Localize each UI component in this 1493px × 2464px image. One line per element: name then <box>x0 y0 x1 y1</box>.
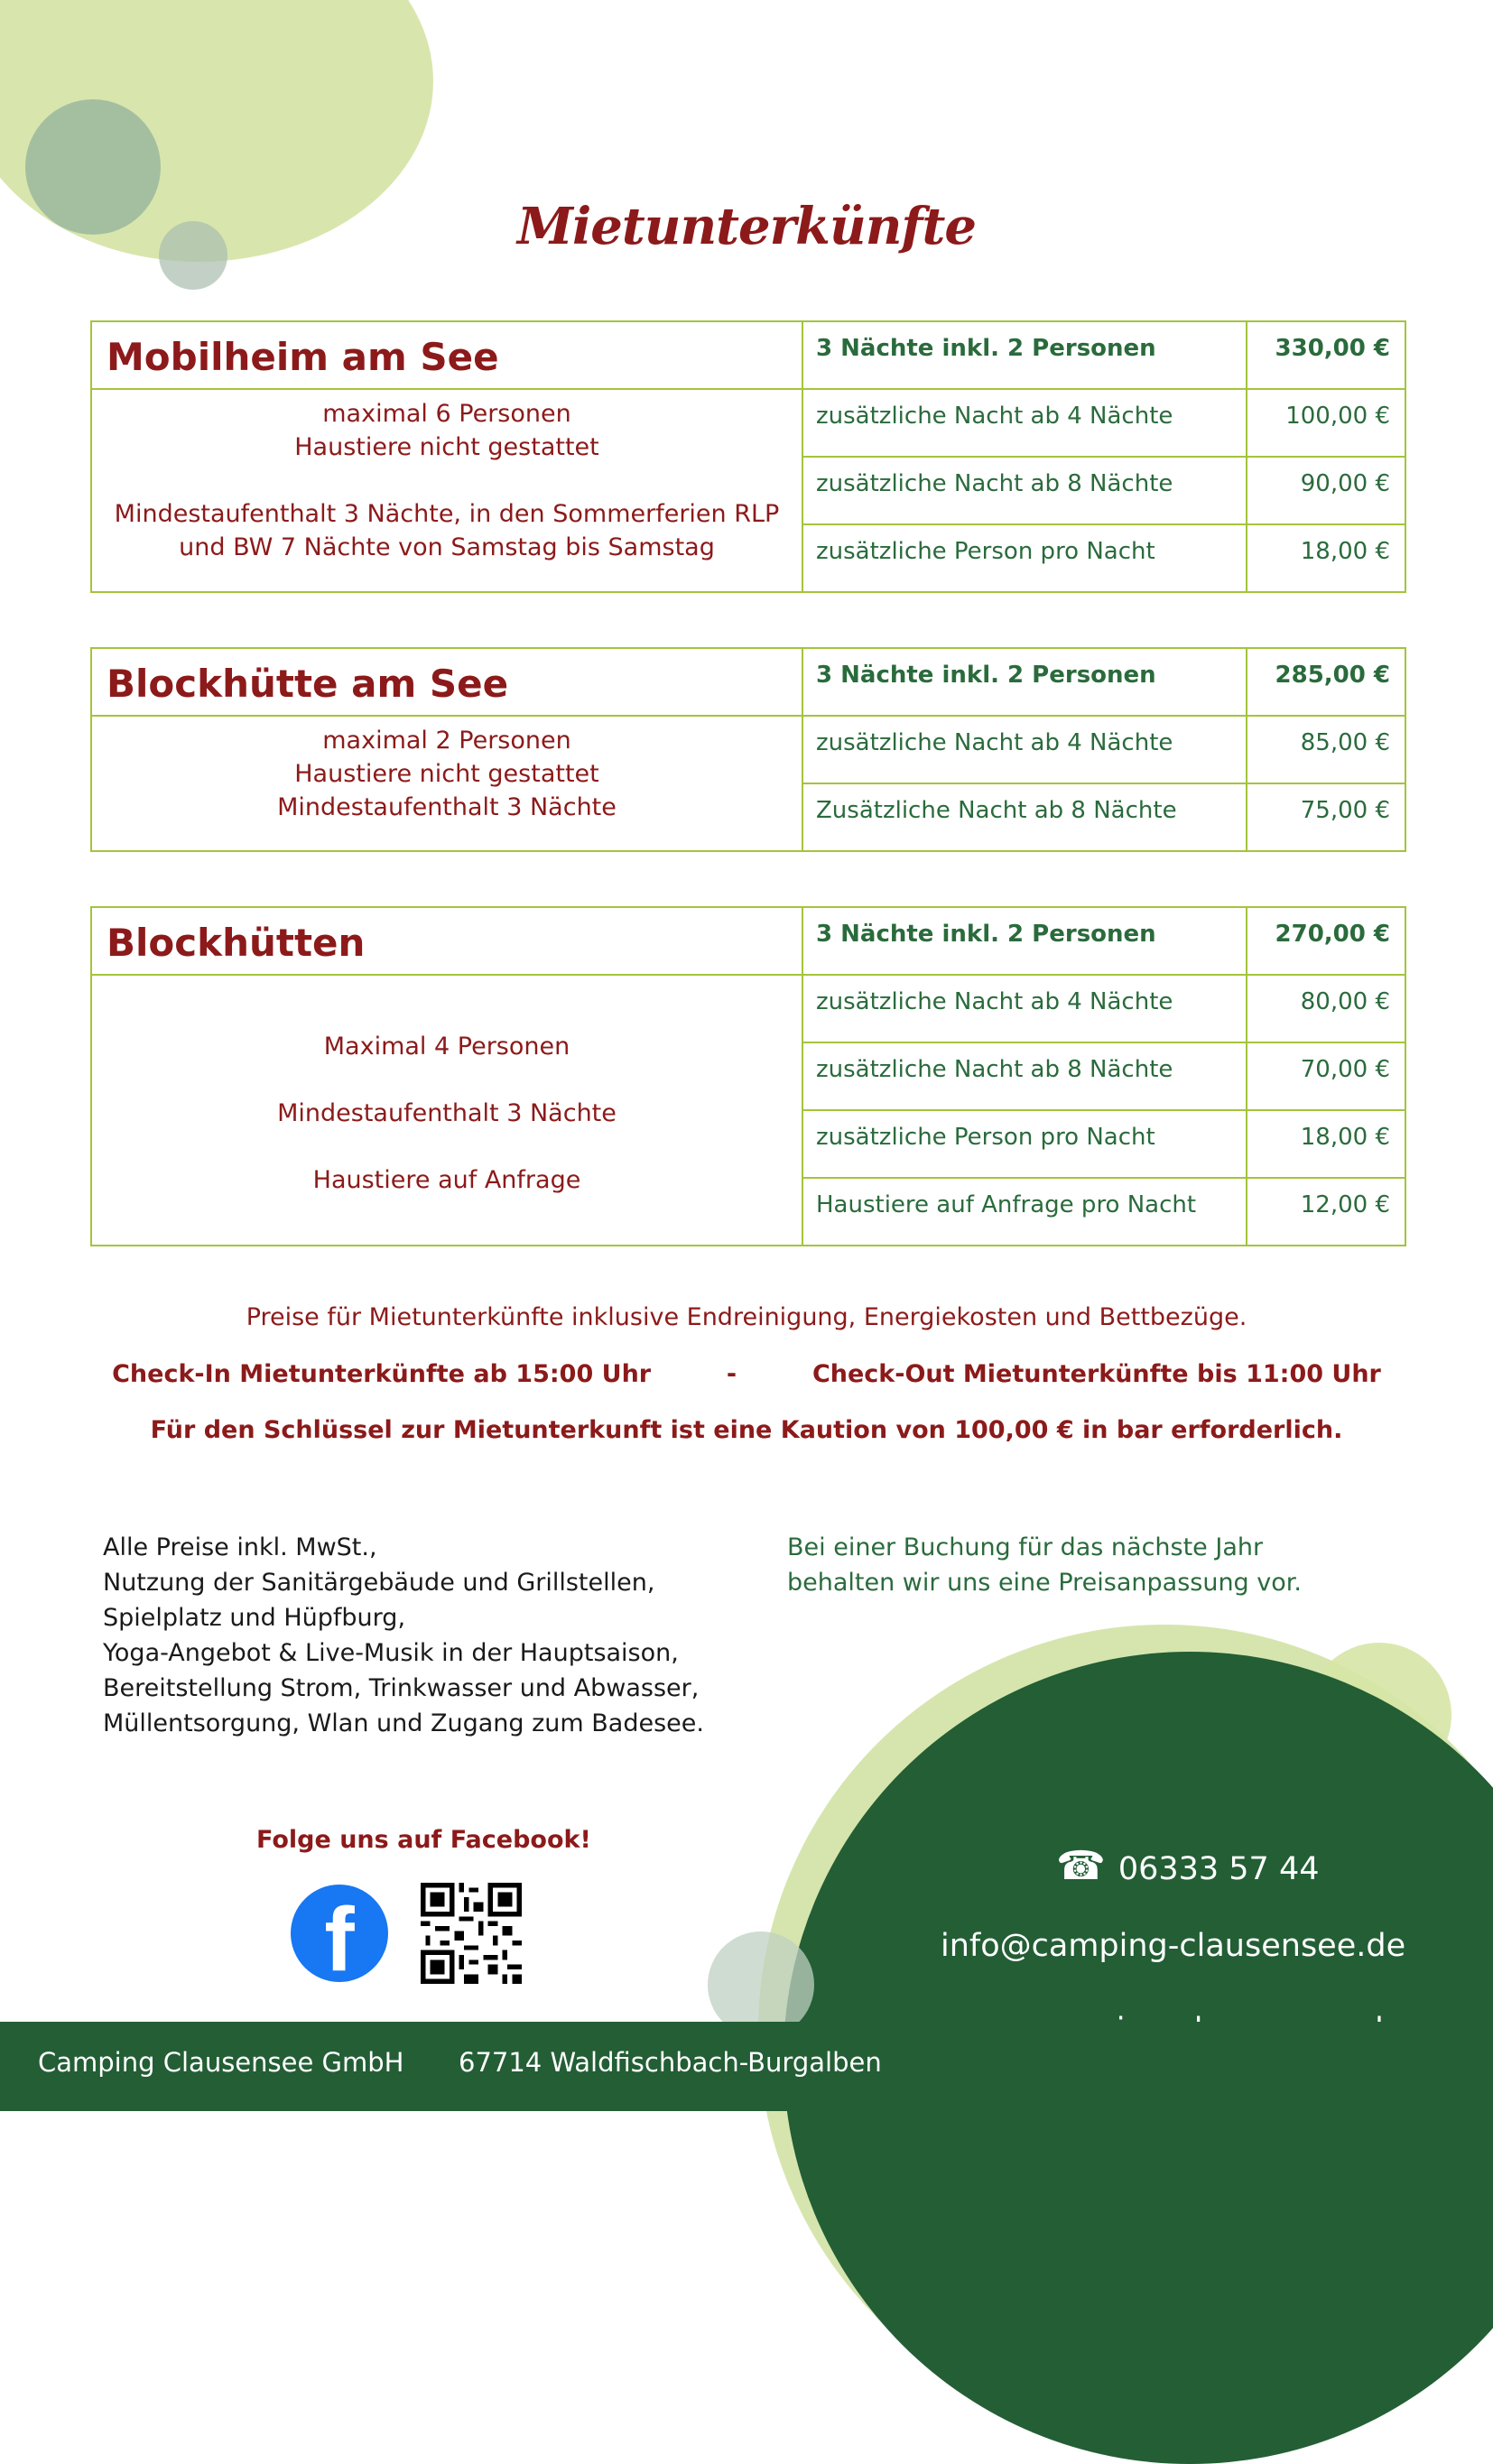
row-price: 12,00 € <box>1247 1178 1405 1246</box>
row-price: 85,00 € <box>1247 716 1405 783</box>
facebook-icon[interactable]: f <box>291 1885 388 1982</box>
row-price: 18,00 € <box>1247 524 1405 592</box>
row-price: 75,00 € <box>1247 783 1405 851</box>
row-label: zusätzliche Person pro Nacht <box>802 524 1247 592</box>
description-line: Haustiere auf Anfrage <box>312 1166 581 1194</box>
facebook-label: Folge uns auf Facebook! <box>256 1826 591 1854</box>
description-line: und BW 7 Nächte von Samstag bis Samstag <box>179 533 715 561</box>
description-line: Mindestaufenthalt 3 Nächte <box>277 793 617 821</box>
row-label: Zusätzliche Nacht ab 8 Nächte <box>802 783 1247 851</box>
row-label: zusätzliche Person pro Nacht <box>802 1110 1247 1178</box>
footer-address: 67714 Waldfischbach-Burgalben <box>459 2047 882 2078</box>
header-price: 330,00 € <box>1247 321 1405 389</box>
telephone-icon: ☎ <box>1056 1843 1106 1889</box>
checkin-separator: - <box>726 1360 737 1388</box>
row-price: 90,00 € <box>1247 457 1405 524</box>
description-line: Maximal 4 Personen <box>323 1033 570 1061</box>
description-line: Haustiere nicht gestattet <box>294 760 599 788</box>
qr-code-icon[interactable] <box>421 1883 522 1984</box>
footer-bar <box>0 2022 1493 2111</box>
price-table-mobilheim <box>90 320 1406 593</box>
description-line: Haustiere nicht gestattet <box>294 433 599 461</box>
row-label: zusätzliche Nacht ab 8 Nächte <box>802 457 1247 524</box>
description-line: Mindestaufenthalt 3 Nächte, in den Sommerferien RLP <box>114 500 780 528</box>
inclusion-line: Nutzung der Sanitärgebäude und Grillstellen, <box>103 1569 655 1597</box>
unit-name: Blockhütten <box>91 907 802 975</box>
unit-name: Blockhütte am See <box>91 648 802 716</box>
page-title: Mietunterkünfte <box>516 197 976 256</box>
row-label: zusätzliche Nacht ab 4 Nächte <box>802 716 1247 783</box>
row-price: 100,00 € <box>1247 389 1405 457</box>
inclusions-list <box>103 1530 704 1741</box>
description-line: maximal 6 Personen <box>322 400 571 428</box>
phone-number: 06333 57 44 <box>1117 1851 1320 1887</box>
price-table-blockhuetten <box>90 906 1406 1246</box>
unit-description <box>91 975 802 1246</box>
row-price: 18,00 € <box>1247 1110 1405 1178</box>
description-line: Mindestaufenthalt 3 Nächte <box>277 1099 617 1127</box>
checkout-text: Check-Out Mietunterkünfte bis 11:00 Uhr <box>811 1360 1381 1388</box>
description-line: maximal 2 Personen <box>322 727 571 755</box>
unit-description <box>91 389 802 592</box>
notes-checkin-checkout <box>0 1360 1493 1388</box>
header-label: 3 Nächte inkl. 2 Personen <box>802 907 1247 975</box>
inclusion-line: Bereitstellung Strom, Trinkwasser und Abwasser, <box>103 1674 700 1702</box>
description-line <box>92 464 802 497</box>
checkin-text: Check-In Mietunterkünfte ab 15:00 Uhr <box>112 1360 652 1388</box>
row-price: 70,00 € <box>1247 1042 1405 1110</box>
booking-note <box>787 1530 1302 1600</box>
notes-included: Preise für Mietunterkünfte inklusive Endreinigung, Energiekosten und Bettbezüge. <box>246 1303 1247 1331</box>
inclusion-line: Alle Preise inkl. MwSt., <box>103 1533 377 1561</box>
unit-name: Mobilheim am See <box>91 321 802 389</box>
inclusion-line: Müllentsorgung, Wlan und Zugang zum Badesee. <box>103 1709 704 1737</box>
header-price: 270,00 € <box>1247 907 1405 975</box>
contact-email[interactable]: info@camping-clausensee.de <box>941 1928 1406 1964</box>
contact-phone[interactable] <box>1056 1843 1319 1889</box>
row-label: zusätzliche Nacht ab 4 Nächte <box>802 975 1247 1042</box>
header-label: 3 Nächte inkl. 2 Personen <box>802 321 1247 389</box>
booking-note-line: Bei einer Buchung für das nächste Jahr <box>787 1533 1264 1561</box>
header-price: 285,00 € <box>1247 648 1405 716</box>
footer-company: Camping Clausensee GmbH <box>38 2047 404 2078</box>
booking-note-line: behalten wir uns eine Preisanpassung vor. <box>787 1569 1302 1597</box>
notes-deposit: Für den Schlüssel zur Mietunterkunft ist eine Kaution von 100,00 € in bar erforderlich. <box>150 1416 1343 1444</box>
row-label: zusätzliche Nacht ab 4 Nächte <box>802 389 1247 457</box>
header-label: 3 Nächte inkl. 2 Personen <box>802 648 1247 716</box>
price-table-blockhuette-see <box>90 647 1406 852</box>
row-label: zusätzliche Nacht ab 8 Nächte <box>802 1042 1247 1110</box>
inclusion-line: Spielplatz und Hüpfburg, <box>103 1604 406 1632</box>
unit-description <box>91 716 802 851</box>
row-label: Haustiere auf Anfrage pro Nacht <box>802 1178 1247 1246</box>
inclusion-line: Yoga-Angebot & Live-Musik in der Hauptsaison, <box>103 1639 679 1667</box>
row-price: 80,00 € <box>1247 975 1405 1042</box>
